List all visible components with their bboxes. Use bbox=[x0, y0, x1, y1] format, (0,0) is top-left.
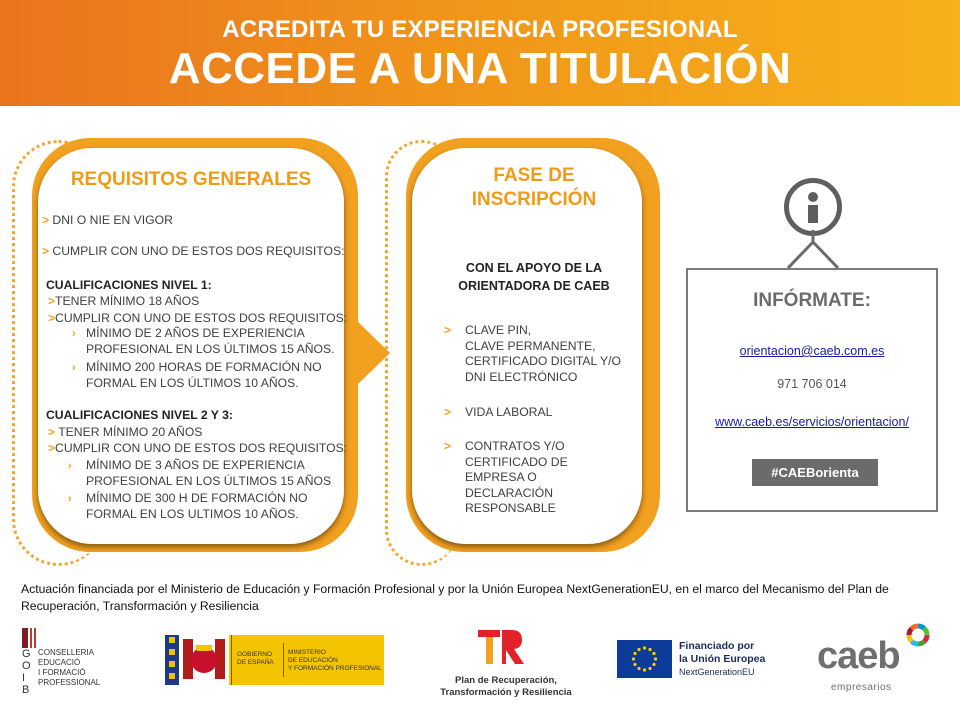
eu-text: Financiado por la Unión Europea NextGenerationEU bbox=[679, 640, 766, 677]
nivel1-opt2-l1: MÍNIMO 200 HORAS DE FORMACIÓN NO bbox=[86, 360, 322, 374]
ministerio-logo bbox=[165, 635, 384, 685]
nivel1-heading: CUALIFICACIONES NIVEL 1: bbox=[46, 278, 212, 292]
gobierno-text: GOBIERNO DE ESPAÑA bbox=[237, 651, 274, 666]
info-email-link[interactable]: orientacion@caeb.com.es bbox=[739, 344, 885, 358]
nivel23-edad: TENER MÍNIMO 20 AÑOS bbox=[58, 425, 203, 439]
nivel23-heading: CUALIFICACIONES NIVEL 2 Y 3: bbox=[46, 408, 233, 422]
caeb-logo bbox=[815, 622, 945, 698]
info-web-link[interactable]: www.caeb.es/servicios/orientacion/ bbox=[715, 415, 909, 429]
ministerio-text: MINISTERIO DE EDUCACIÓN Y FORMACIÓN PROFESIONAL bbox=[288, 649, 382, 672]
bullet-arrow-icon: > bbox=[444, 323, 452, 337]
nivel1-opt1-l2: PROFESIONAL EN LOS ÚLTIMOS 15 AÑOS. bbox=[86, 342, 335, 356]
inscripcion-item-2: VIDA LABORAL bbox=[465, 405, 553, 419]
goib-logo bbox=[22, 628, 122, 702]
eu-logo bbox=[617, 640, 787, 680]
sdg-wheel-icon bbox=[905, 622, 931, 648]
info-icon bbox=[784, 178, 842, 236]
prtr-logo bbox=[420, 628, 600, 704]
bullet-arrow-icon: > bbox=[48, 311, 56, 325]
sub-bullet-icon: › bbox=[68, 493, 72, 505]
requisitos-title: REQUISITOS GENERALES bbox=[70, 169, 312, 190]
panel-arrow bbox=[356, 320, 390, 386]
nivel1-opt2-l2: FORMAL EN LOS ÚLTIMOS 10 AÑOS. bbox=[86, 376, 299, 390]
prtr-mark-icon bbox=[478, 628, 526, 668]
caeb-subtitle: empresarios bbox=[831, 682, 892, 693]
funding-text: Actuación financiada por el Ministerio de Educación y Formación Profesional y por la Unión Europea NextGenerationEU, en el marco del Mecanismo del Plan de Recuperación, Transformación y Resiliencia bbox=[21, 582, 889, 613]
goib-letters: G O I B bbox=[22, 648, 32, 696]
bullet-arrow-icon: > bbox=[48, 441, 56, 455]
bullet-arrow-icon: > bbox=[48, 425, 56, 439]
req-dni: DNI O NIE EN VIGOR bbox=[52, 213, 173, 227]
header-subtitle: ACREDITA TU EXPERIENCIA PROFESIONAL bbox=[222, 16, 738, 43]
bullet-arrow-icon: > bbox=[444, 405, 452, 419]
spain-coat-of-arms-icon bbox=[165, 635, 229, 685]
inscripcion-item-1: CLAVE PIN, CLAVE PERMANENTE, CERTIFICADO DIGITAL Y/O DNI ELECTRÓNICO bbox=[465, 323, 621, 384]
nivel23-cumplir: CUMPLIR CON UNO DE ESTOS DOS REQUISITOS: bbox=[55, 441, 348, 455]
goib-text: CONSELLERIA EDUCACIÓ I FORMACIÓ PROFESSIONAL bbox=[38, 648, 101, 687]
hashtag-badge: #CAEBorienta bbox=[752, 459, 878, 486]
info-connector bbox=[782, 230, 844, 268]
sub-bullet-icon: › bbox=[68, 460, 72, 472]
header-title: ACCEDE A UNA TITULACIÓN bbox=[168, 44, 792, 93]
bullet-arrow-icon: > bbox=[444, 439, 452, 453]
inscripcion-item-3: CONTRATOS Y/O CERTIFICADO DE EMPRESA O DECLARACIÓN RESPONSABLE bbox=[465, 439, 568, 515]
caeb-wordmark: caeb bbox=[817, 635, 900, 677]
nivel1-opt1-l1: MÍNIMO DE 2 AÑOS DE EXPERIENCIA bbox=[86, 326, 305, 340]
sub-bullet-icon: › bbox=[72, 362, 76, 374]
apoyo-heading: CON EL APOYO DE LA ORIENTADORA DE CAEB bbox=[458, 261, 610, 293]
nivel23-opt2-l2: FORMAL EN LOS ULTIMOS 10 AÑOS. bbox=[86, 507, 299, 521]
info-phone: 971 706 014 bbox=[777, 377, 847, 391]
bullet-arrow-icon: > bbox=[42, 213, 50, 227]
bullet-arrow-icon: > bbox=[42, 244, 50, 258]
req-cumplir: CUMPLIR CON UNO DE ESTOS DOS REQUISITOS: bbox=[52, 244, 345, 258]
goib-flag-icon bbox=[22, 628, 38, 648]
info-title: INFÓRMATE: bbox=[753, 290, 871, 311]
eu-flag-icon bbox=[617, 640, 672, 678]
prtr-text: Plan de Recuperación, Transformación y Resiliencia bbox=[440, 675, 572, 698]
nivel1-edad: TENER MÍNIMO 18 AÑOS bbox=[55, 294, 200, 308]
inscripcion-title: FASE DE INSCRIPCIÓN bbox=[471, 165, 597, 210]
nivel23-opt1-l1: MÍNIMO DE 3 AÑOS DE EXPERIENCIA bbox=[86, 458, 305, 472]
sub-bullet-icon: › bbox=[72, 328, 76, 340]
bullet-arrow-icon: > bbox=[48, 294, 56, 308]
nivel23-opt2-l1: MÍNIMO DE 300 H DE FORMACIÓN NO bbox=[86, 491, 308, 505]
nivel23-opt1-l2: PROFESIONAL EN LOS ÚLTIMOS 15 AÑOS bbox=[86, 474, 332, 488]
nivel1-cumplir: CUMPLIR CON UNO DE ESTOS DOS REQUISITOS: bbox=[55, 311, 348, 325]
